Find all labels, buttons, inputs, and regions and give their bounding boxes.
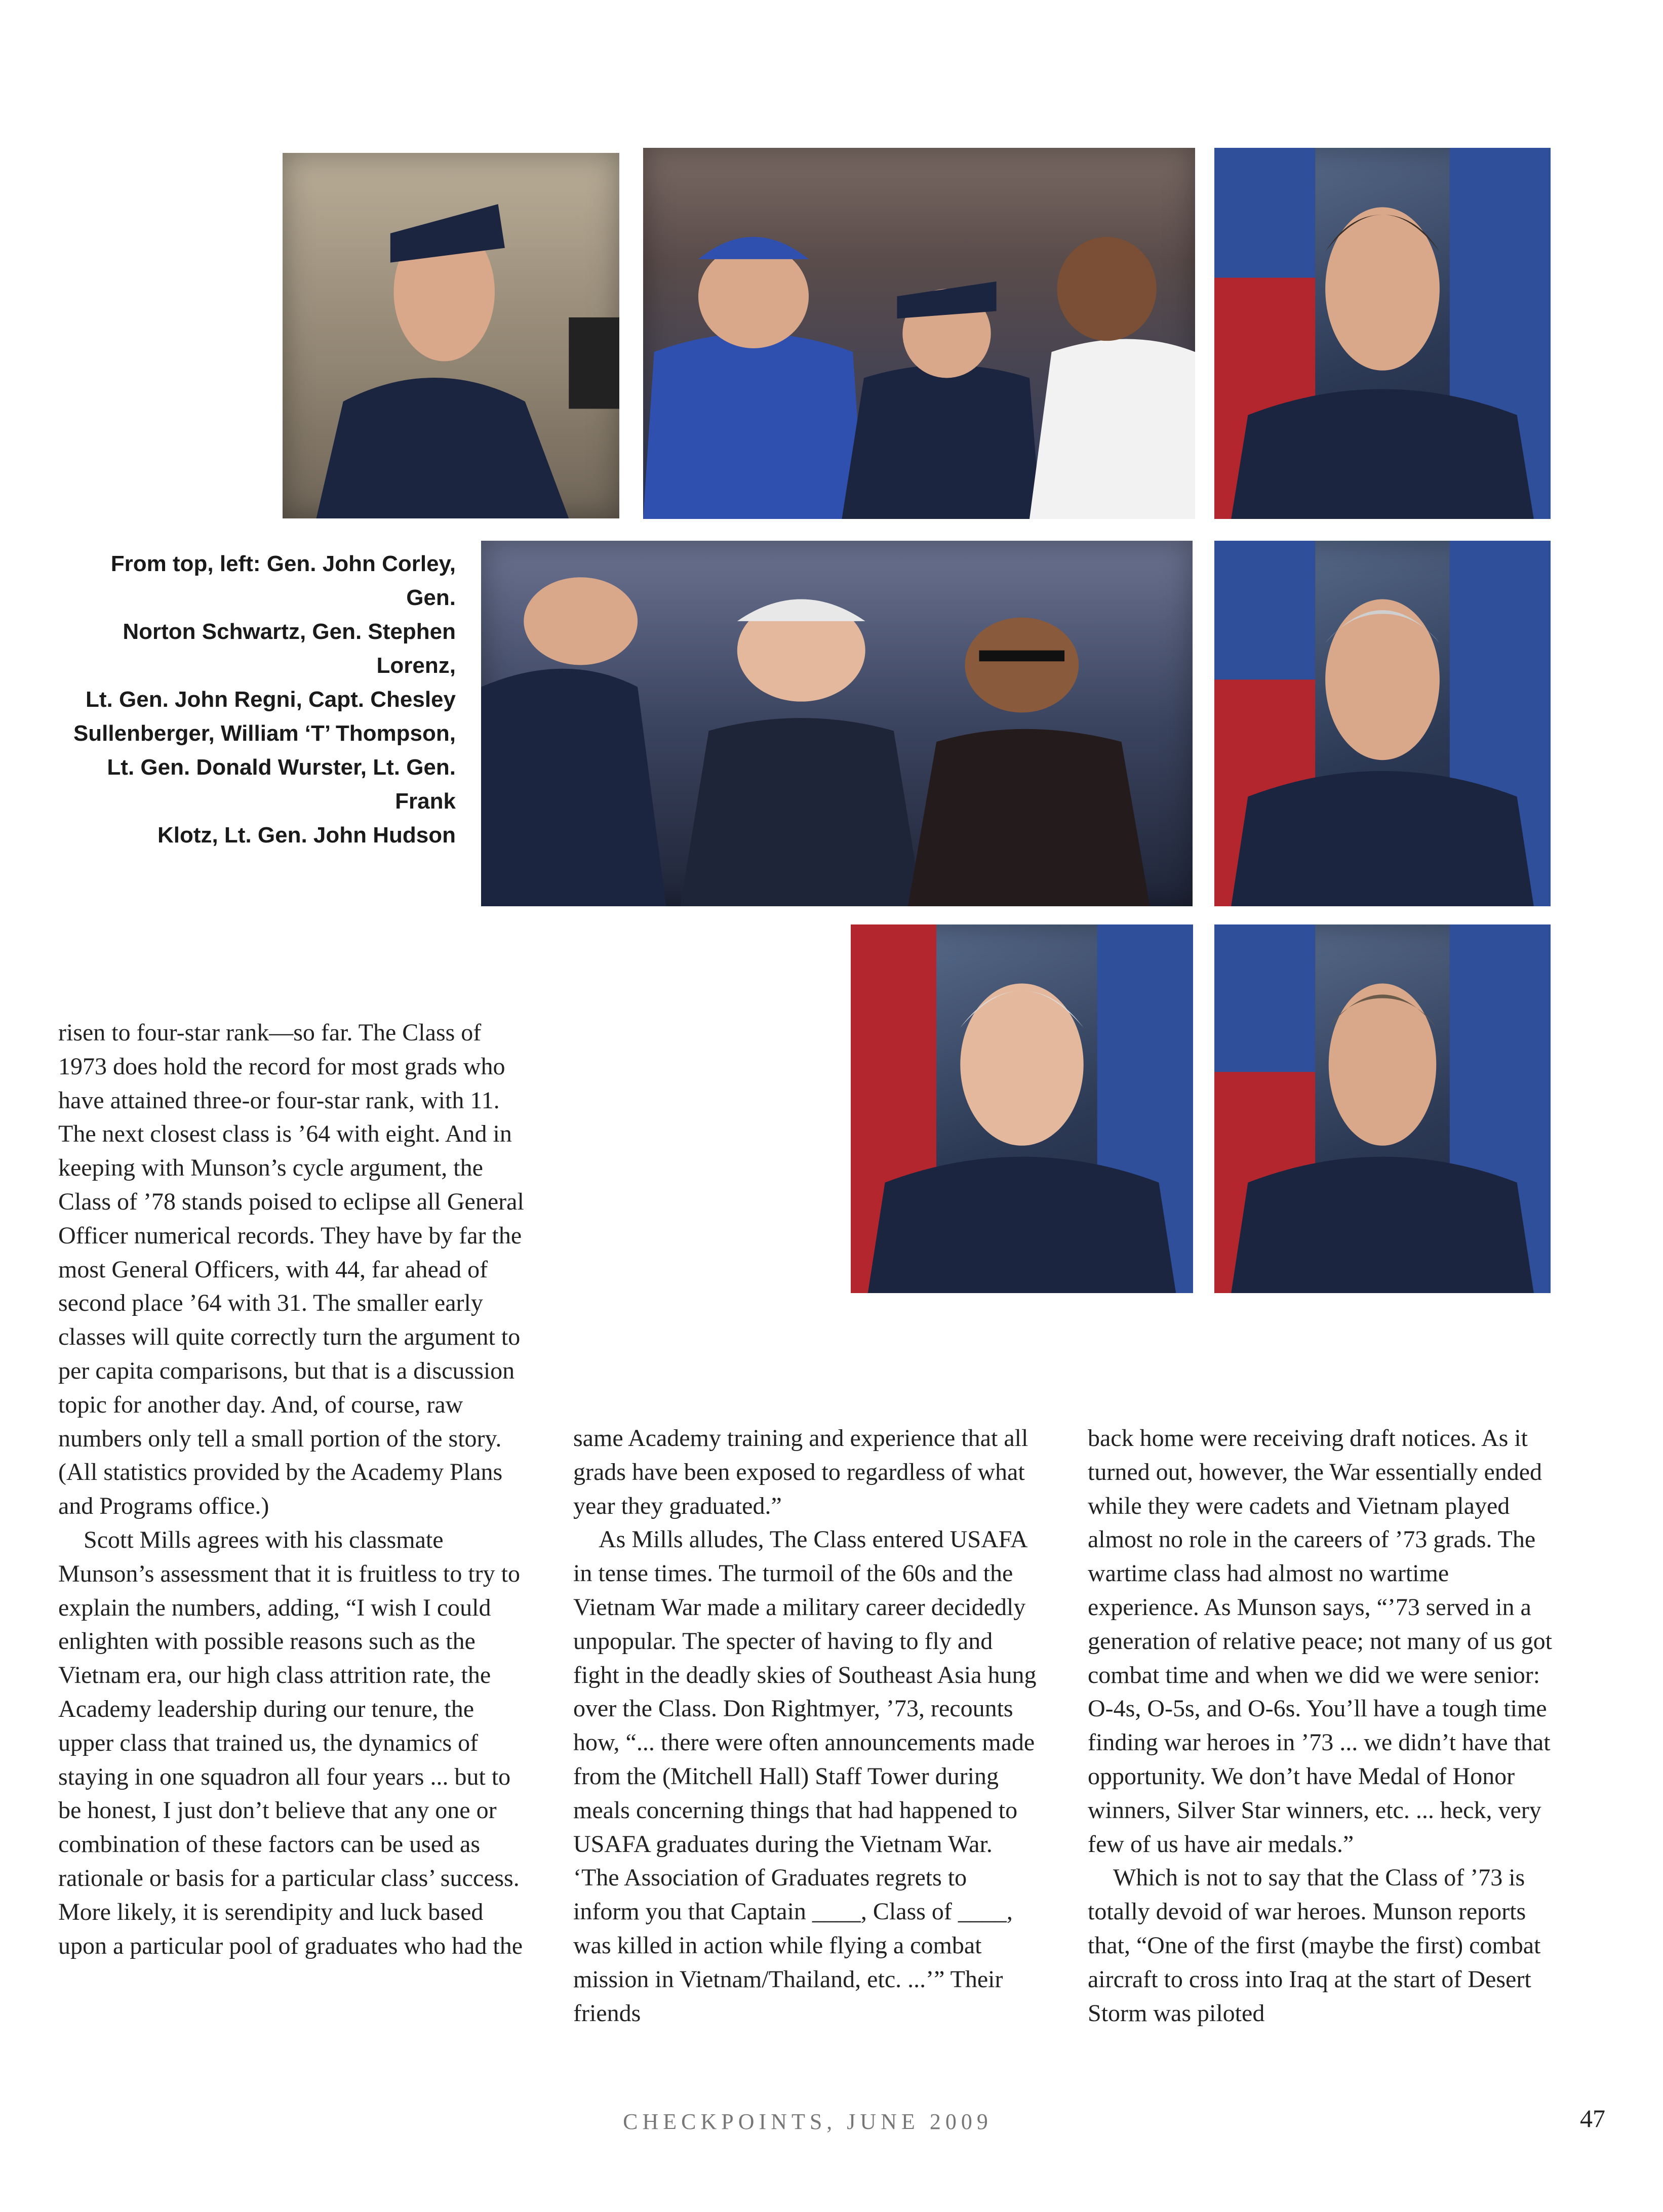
caption-line: Norton Schwartz, Gen. Stephen Lorenz,	[123, 619, 456, 678]
photo-lt-gen-donald-wurster	[1214, 541, 1551, 906]
caption-line: Sullenberger, William ‘T’ Thompson,	[73, 721, 456, 746]
article-paragraph: back home were receiving draft notices. As it turned out, however, the War essentially ended while they were cadets and Vietnam played almost no role in the careers of ’73 grads. The wartime class had almost no wartime experience. As Munson says, “’73 served in a generation of relative peace; not many of us got combat time and when we did we were senior: O-4s, O-5s, and O-6s. You’ll have a tough time finding war heroes in ’73 ... we didn’t have that opportunity. We don’t have Medal of Honor winners, Silver Star winners, etc. ... heck, very few of us have air medals.”	[1088, 1425, 1552, 1858]
caption-line: From top, left: Gen. John Corley, Gen.	[110, 551, 456, 610]
publication-footer: CHECKPOINTS, JUNE 2009	[623, 2109, 993, 2134]
article-paragraph: Which is not to say that the Class of ’73 is totally devoid of war heroes. Munson reports that, “One of the first (maybe the first) combat aircraft to cross into Iraq at the start of Desert Storm was piloted	[1088, 1864, 1541, 2027]
photo-lt-gen-john-hudson	[1214, 924, 1551, 1293]
caption-line: Lt. Gen. Donald Wurster, Lt. Gen. Frank	[107, 755, 456, 814]
article-paragraph: As Mills alludes, The Class entered USAFA in tense times. The turmoil of the 60s and the Vietnam War made a military career decidedly unpopular. The specter of having to fly and fight in the deadly skies of Southeast Asia hung over the Class. Don Rightmyer, ’73, recounts how, “... there were often announcements made from the (Mitchell Hall) Staff Tower during meals concerning things that had happened to USAFA graduates during the Vietnam War. ‘The Association of Graduates regrets to inform you that Captain ____, Class of ____, was killed in action while flying a combat mission in Vietnam/Thailand, etc. ...’” Their friends	[573, 1526, 1037, 2027]
article-column-3	[1088, 1422, 1554, 2030]
article-paragraph: same Academy training and experience that all grads have been exposed to regardless of what year they graduated.”	[573, 1425, 1028, 1519]
article-column-1	[58, 1016, 527, 1963]
photo-sullenberger-thompson-regni	[481, 541, 1193, 906]
article-paragraph: risen to four-star rank—so far. The Class of 1973 does hold the record for most grads who have attained three-or four-star rank, with 11. The next closest class is ’64 with eight. And in keeping with Munson’s cycle argument, the Class of ’78 stands poised to eclipse all General Officer numerical records. They have by far the most General Officers, with 44, far ahead of second place ’64 with 31. The smaller early classes will quite correctly turn the argument to per capita comparisons, but that is a discussion topic for another day. And, of course, raw numbers only tell a small portion of the story. (All statistics provided by the Academy Plans and Programs office.)	[58, 1019, 524, 1520]
photo-gen-norton-schwartz	[643, 148, 1195, 519]
caption-line: Klotz, Lt. Gen. John Hudson	[157, 823, 456, 848]
photo-lt-gen-frank-klotz	[851, 924, 1193, 1293]
photo-gen-john-corley	[283, 153, 619, 518]
caption-line: Lt. Gen. John Regni, Capt. Chesley	[86, 687, 456, 712]
article-column-2	[573, 1422, 1037, 2030]
photo-caption	[71, 547, 456, 852]
article-paragraph: Scott Mills agrees with his classmate Munson’s assessment that it is fruitless to try to explain the numbers, adding, “I wish I could enlighten with possible reasons such as the Vietnam era, our high class attrition rate, the Academy leadership during our tenure, the upper class that trained us, the dynamics of staying in one squadron all four years ... but to be honest, I just don’t believe that any one or combination of these factors can be used as rationale or basis for a particular class’ success. More likely, it is serendipity and luck based upon a particular pool of graduates who had the	[58, 1526, 523, 1959]
page-number: 47	[1580, 2104, 1605, 2133]
photo-gen-stephen-lorenz	[1214, 148, 1551, 519]
